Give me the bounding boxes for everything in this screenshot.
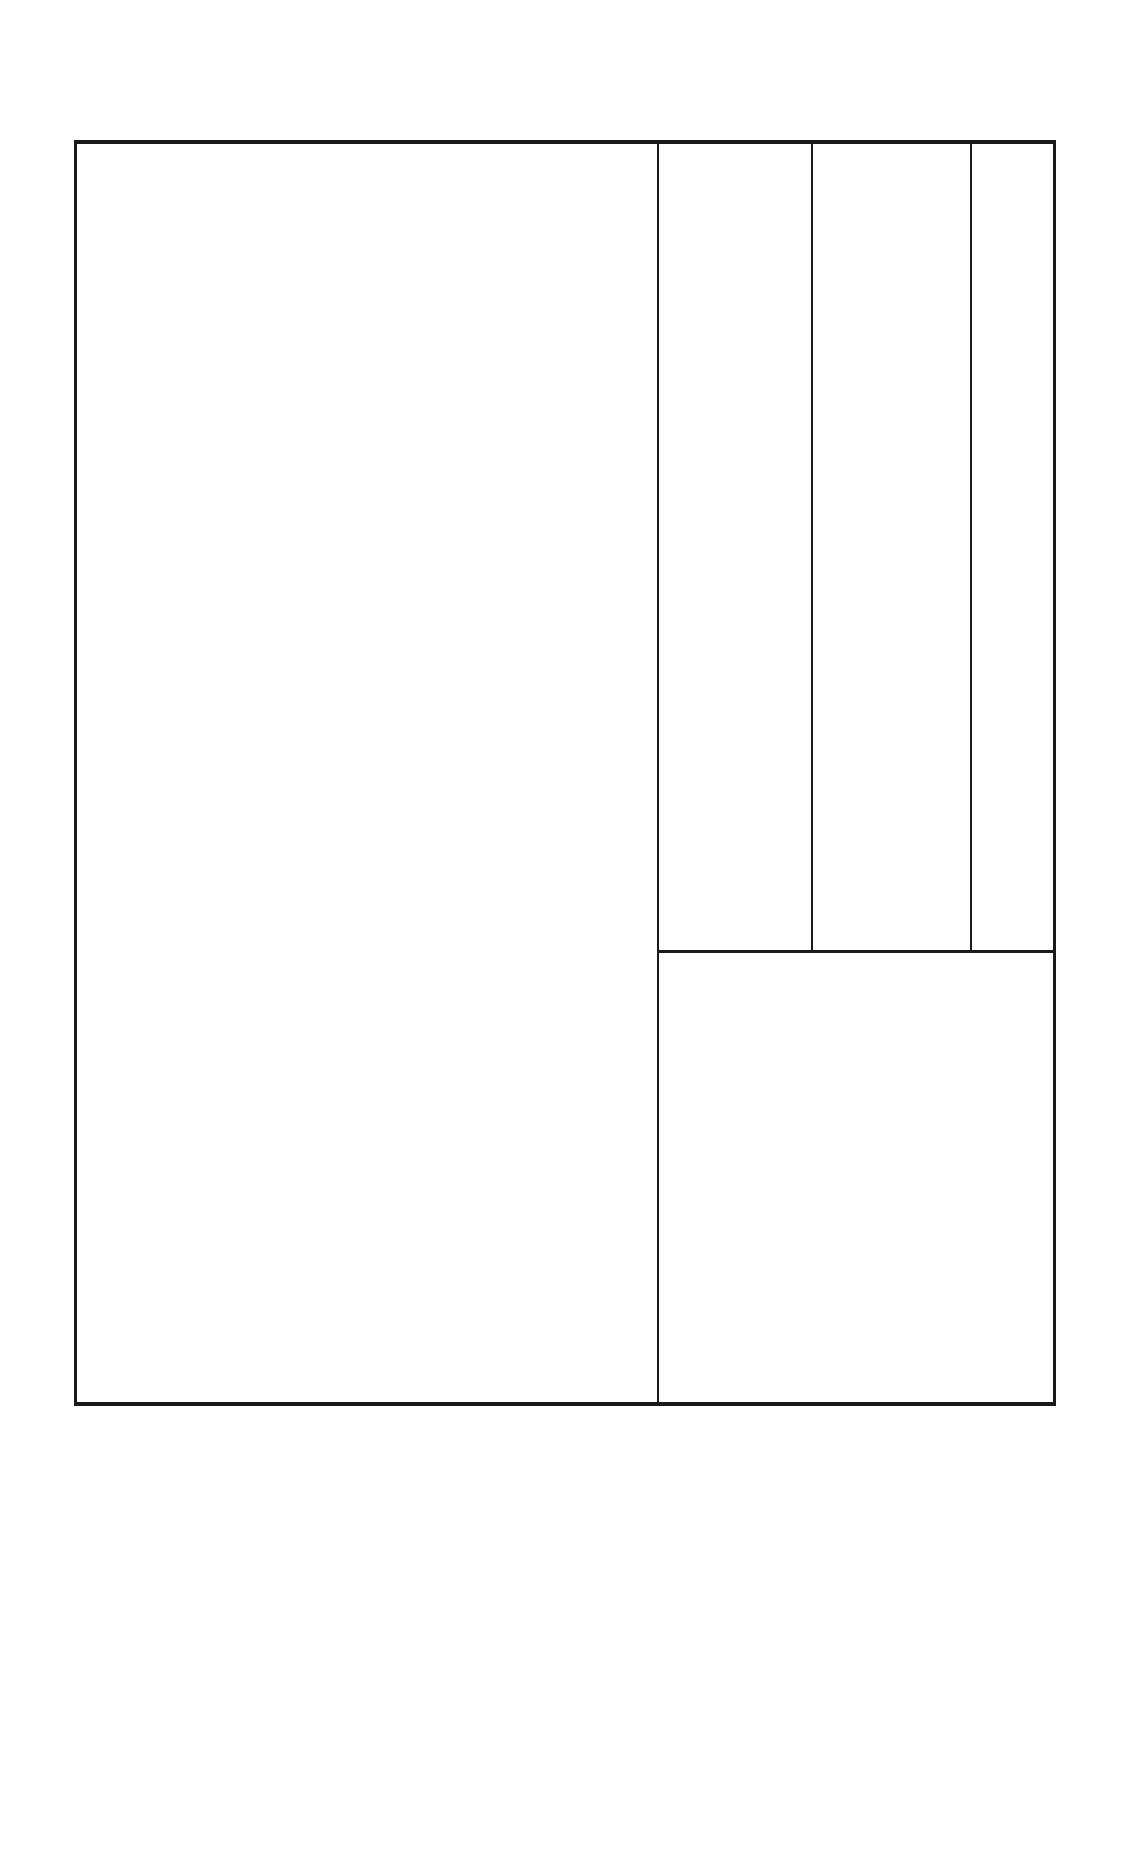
table-bottom-rule [74,1402,1055,1406]
table-right-rule [1053,140,1056,1406]
col-divider-3 [970,140,972,950]
table-top-rule [74,140,1055,144]
vertical-note [823,990,1051,1376]
section-divider [657,950,1055,953]
table-left-rule [74,140,77,1406]
col-divider-1 [657,140,659,1406]
col-divider-2 [811,140,813,950]
